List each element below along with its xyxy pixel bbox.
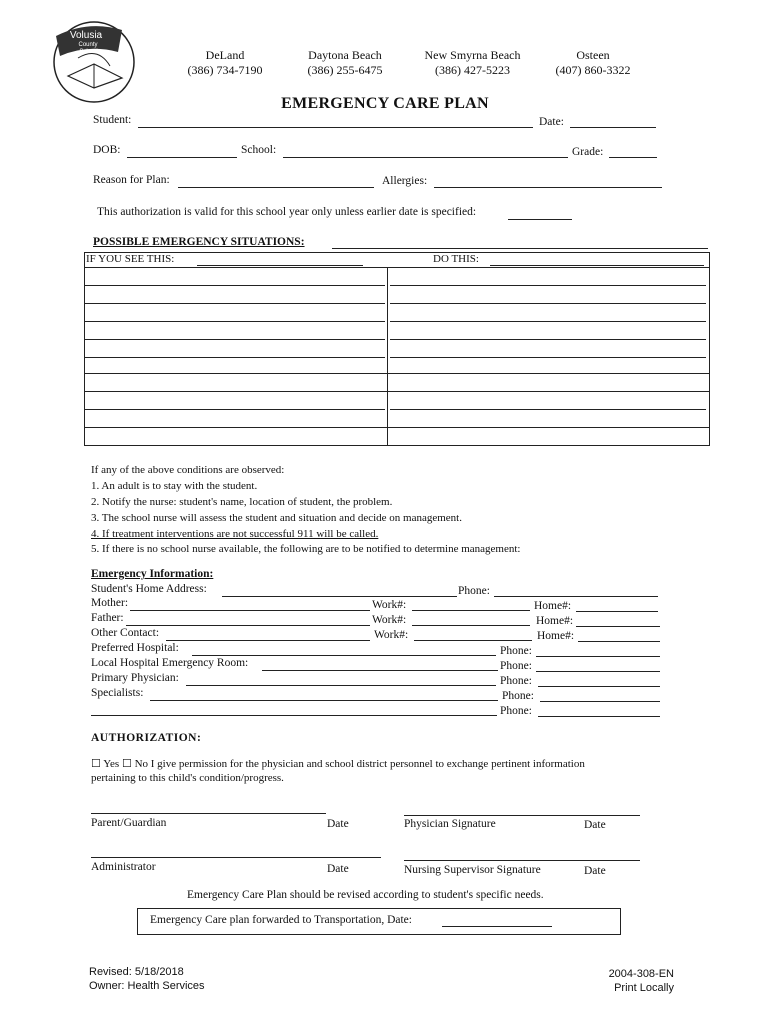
father-home-input[interactable] [576,626,660,627]
father-label: Father: [91,612,124,624]
revise-note: Emergency Care Plan should be revised according to student's specific needs. [187,889,544,901]
do-line[interactable] [390,303,706,304]
specialists-phone-label-2: Phone: [500,705,532,717]
local-er-input[interactable] [262,670,498,671]
logo-text-1: Volusia [69,30,103,41]
owner: Owner: Health Services [89,980,205,992]
table-row [85,427,709,428]
office-phone: (386) 734-7190 [187,63,263,77]
local-er-label: Local Hospital Emergency Room: [91,657,249,669]
office-city: DeLand [205,48,245,62]
authorization-heading: AUTHORIZATION: [91,732,202,744]
home-address-input[interactable] [222,596,457,597]
specialists-input[interactable] [150,700,498,701]
nursing-date-label: Date [584,865,606,877]
do-line[interactable] [390,285,706,286]
validity-date-input[interactable] [508,219,572,220]
transport-text: Emergency Care plan forwarded to Transportation, Date: [150,914,412,926]
logo-text-3: Schools [79,49,101,55]
office-phone: (386) 427-5223 [435,63,510,77]
dob-input[interactable] [127,157,237,158]
mother-input[interactable] [130,610,370,611]
hospital-phone-input[interactable] [536,656,660,657]
admin-signature-input[interactable] [91,857,381,858]
local-er-phone-input[interactable] [536,671,660,672]
other-contact-input[interactable] [166,640,370,641]
condition-item: 1. An adult is to stay with the student. [91,480,258,492]
do-line[interactable] [390,357,706,358]
allergies-input[interactable] [434,187,662,188]
specialists-phone-input-2[interactable] [538,716,660,717]
grade-input[interactable] [609,157,657,158]
see-line[interactable] [85,409,385,410]
revised-date: Revised: 5/18/2018 [89,966,184,978]
office-new-smyrna [415,48,530,78]
see-line[interactable] [85,357,385,358]
footer-right [604,967,674,995]
other-contact-label: Other Contact: [91,627,160,639]
office-daytona [295,48,395,78]
other-home-input[interactable] [578,641,660,642]
specialists-label: Specialists: [91,687,144,699]
mother-home-label: Home#: [534,600,572,612]
school-label: School: [241,144,277,156]
physician-date-label: Date [584,819,606,831]
page-title: EMERGENCY CARE PLAN [281,95,489,112]
conditions-intro: If any of the above conditions are observed: [91,464,285,476]
admin-label: Administrator [91,861,156,873]
do-header-line [490,265,704,266]
validity-text: This authorization is valid for this school year only unless earlier date is specified: [97,206,477,218]
hospital-input[interactable] [192,655,496,656]
see-line[interactable] [85,339,385,340]
see-header-line [197,265,363,266]
local-er-phone-label: Phone: [500,660,532,672]
parent-signature-input[interactable] [91,813,326,814]
table-divider [387,267,388,445]
other-home-label: Home#: [537,630,575,642]
condition-item: 5. If there is no school nurse available, the following are to be notified to determine management: [91,543,521,555]
authorization-text-2: pertaining to this child's condition/progress. [91,772,284,784]
dob-label: DOB: [93,144,121,156]
other-work-label: Work#: [374,629,409,641]
home-phone-input[interactable] [494,596,658,597]
physician-signature-input[interactable] [404,815,640,816]
table-row [85,267,709,268]
date-input[interactable] [570,127,656,128]
office-osteen [548,48,638,78]
school-input[interactable] [283,157,568,158]
specialists-phone-label: Phone: [502,690,534,702]
see-line[interactable] [85,285,385,286]
parent-date-label: Date [327,818,349,830]
do-line[interactable] [390,339,706,340]
transport-box [137,908,621,935]
see-line[interactable] [85,303,385,304]
physician-phone-label: Phone: [500,675,532,687]
physician-phone-input[interactable] [538,686,660,687]
col-do-header: DO THIS: [433,253,479,265]
grade-label: Grade: [572,146,604,158]
district-logo [48,16,136,104]
father-work-label: Work#: [372,614,407,626]
mother-work-input[interactable] [412,610,530,611]
nursing-signature-input[interactable] [404,860,640,861]
emergency-heading: Emergency Information: [91,568,214,580]
footer-left [89,965,205,993]
admin-date-label: Date [327,863,349,875]
condition-item: 2. Notify the nurse: student's name, location of student, the problem. [91,496,393,508]
do-line[interactable] [390,321,706,322]
situations-table [84,252,710,446]
condition-item: 3. The school nurse will assess the student and situation and decide on management. [91,512,462,524]
father-work-input[interactable] [412,625,530,626]
office-phone: (386) 255-6475 [307,63,383,77]
specialists-input-2[interactable] [91,715,497,716]
office-city: Osteen [576,48,610,62]
student-input[interactable] [138,127,533,128]
office-city: New Smyrna Beach [424,48,521,62]
mother-home-input[interactable] [576,611,658,612]
print-note: Print Locally [614,982,674,994]
physician-label: Primary Physician: [91,672,179,684]
physician-input[interactable] [186,685,496,686]
office-deland [180,48,270,78]
office-phone: (407) 860-3322 [555,63,631,77]
nursing-sig-label: Nursing Supervisor Signature [404,864,541,876]
reason-input[interactable] [178,187,374,188]
condition-item: 4. If treatment interventions are not successful 911 will be called. [91,528,379,540]
office-city: Daytona Beach [308,48,382,62]
table-row [85,391,709,392]
date-label: Date: [539,116,564,128]
transport-date-input[interactable] [442,926,552,927]
allergies-label: Allergies: [382,175,428,187]
home-address-label: Student's Home Address: [91,583,207,595]
hospital-label: Preferred Hospital: [91,642,179,654]
situations-heading: POSSIBLE EMERGENCY SITUATIONS: [93,236,305,248]
form-code: 2004-308-EN [608,968,674,980]
father-input[interactable] [126,625,370,626]
student-label: Student: [93,114,132,126]
hospital-phone-label: Phone: [500,645,532,657]
physician-sig-label: Physician Signature [404,818,496,830]
table-row [85,373,709,374]
see-line[interactable] [85,321,385,322]
mother-label: Mother: [91,597,129,609]
logo-text-2: County [78,42,98,48]
authorization-text[interactable]: ☐ Yes ☐ No I give permission for the physician and school district personnel to exchange pertinent information [91,758,585,770]
father-home-label: Home#: [536,615,574,627]
other-work-input[interactable] [414,640,532,641]
reason-label: Reason for Plan: [93,174,170,186]
situations-input[interactable] [332,248,708,249]
do-line[interactable] [390,409,706,410]
parent-label: Parent/Guardian [91,817,167,829]
mother-work-label: Work#: [372,599,407,611]
specialists-phone-input[interactable] [540,701,660,702]
col-see-header: IF YOU SEE THIS: [86,253,175,265]
home-phone-label: Phone: [458,585,490,597]
